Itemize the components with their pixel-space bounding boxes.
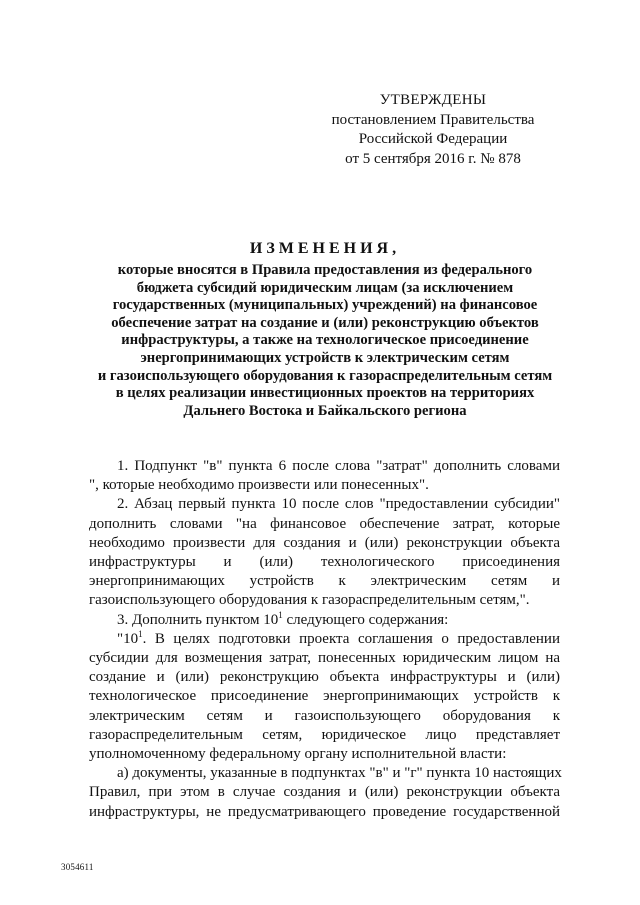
subtitle-line: инфраструктуры, а также на технологическое присоединение bbox=[121, 332, 529, 349]
text-line: электрическим сетям и газоиспользующего оборудования к bbox=[89, 707, 560, 724]
text-line: дополнить словами "на финансовое обеспечение затрат, которые bbox=[89, 515, 560, 532]
document-body bbox=[89, 457, 560, 822]
text-line: а) документы, указанные в подпунктах "в" и "г" пункта 10 настоящих bbox=[117, 765, 562, 782]
subtitle-line: в целях реализации инвестиционных проектов на территориях bbox=[115, 385, 535, 402]
subtitle-line: которые вносятся в Правила предоставления из федерального bbox=[117, 262, 533, 278]
text-line: 1. Подпункт "в" пункта 6 после слова "затрат" дополнить словами bbox=[117, 458, 560, 474]
text-line: ", которые необходимо произвести или понесенных". bbox=[89, 477, 429, 494]
approval-title: УТВЕРЖДЕНЫ bbox=[379, 92, 487, 108]
p4-superscript: 1 bbox=[138, 628, 143, 639]
text-line: уполномоченному федеральному органу исполнительной власти: bbox=[89, 746, 507, 763]
paragraph-1 bbox=[89, 457, 560, 495]
document-title: ИЗМЕНЕНИЯ, bbox=[249, 240, 401, 257]
subtitle-line: бюджета субсидий юридическим лицам (за исключением bbox=[136, 279, 514, 296]
paragraph-5 bbox=[89, 764, 560, 822]
approval-line-2: Российской Федерации bbox=[358, 131, 508, 147]
paragraph-3 bbox=[89, 611, 560, 630]
text-line bbox=[89, 630, 560, 649]
text-line bbox=[89, 611, 560, 630]
approval-line-1: постановлением Правительства bbox=[331, 111, 535, 128]
p4-prefix: "10 bbox=[117, 630, 139, 647]
subtitle-line: обеспечение затрат на создание и (или) реконструкцию объектов bbox=[111, 314, 539, 331]
p3-prefix: 3. Дополнить пунктом 10 bbox=[117, 611, 279, 628]
p3-superscript: 1 bbox=[278, 609, 283, 620]
document-heading bbox=[60, 239, 590, 420]
text-line: необходимо произвести для создания и (или) реконструкции объекта bbox=[89, 534, 560, 551]
p4-first: . В целях подготовки проекта соглашения о предоставлении bbox=[142, 630, 560, 647]
approval-stamp bbox=[318, 91, 548, 169]
paragraph-4 bbox=[89, 630, 560, 764]
text-line: инфраструктуры и (или) технологического присоединения bbox=[89, 554, 560, 571]
text-line: инфраструктуры, не предусматривающего проведение государственной bbox=[89, 803, 560, 820]
subtitle-line: Дальнего Востока и Байкальского региона bbox=[183, 402, 467, 419]
subtitle-line: государственных (муниципальных) учреждений) на финансовое bbox=[112, 297, 538, 314]
document-number: 3054611 bbox=[61, 862, 94, 872]
text-line: субсидии для возмещения затрат, понесенных юридическим лицом на bbox=[89, 650, 560, 667]
text-line: газоиспользующего оборудования к газораспределительным сетям,". bbox=[89, 592, 530, 609]
text-line: энергопринимающих устройств к электрическим сетям и bbox=[89, 573, 560, 590]
text-line: 2. Абзац первый пункта 10 после слов "предоставлении субсидии" bbox=[117, 496, 560, 513]
document-subtitle bbox=[60, 262, 590, 420]
subtitle-line: энергопринимающих устройств к электрическим сетям bbox=[140, 349, 510, 366]
text-line: технологическое присоединение энергопринимающих устройств к bbox=[89, 688, 560, 705]
subtitle-line: и газоиспользующего оборудования к газораспределительным сетям bbox=[97, 367, 553, 384]
text-line: Правил, при этом в случае создания и (или) реконструкции объекта bbox=[89, 784, 560, 801]
paragraph-2 bbox=[89, 495, 560, 610]
text-line: создание и (или) реконструкцию объекта инфраструктуры и (или) bbox=[89, 669, 560, 686]
text-line: газораспределительным сетям, юридическое лицо представляет bbox=[89, 726, 560, 743]
p3-suffix: следующего содержания: bbox=[282, 611, 449, 628]
approval-line-3: от 5 сентября 2016 г. № 878 bbox=[345, 150, 521, 167]
